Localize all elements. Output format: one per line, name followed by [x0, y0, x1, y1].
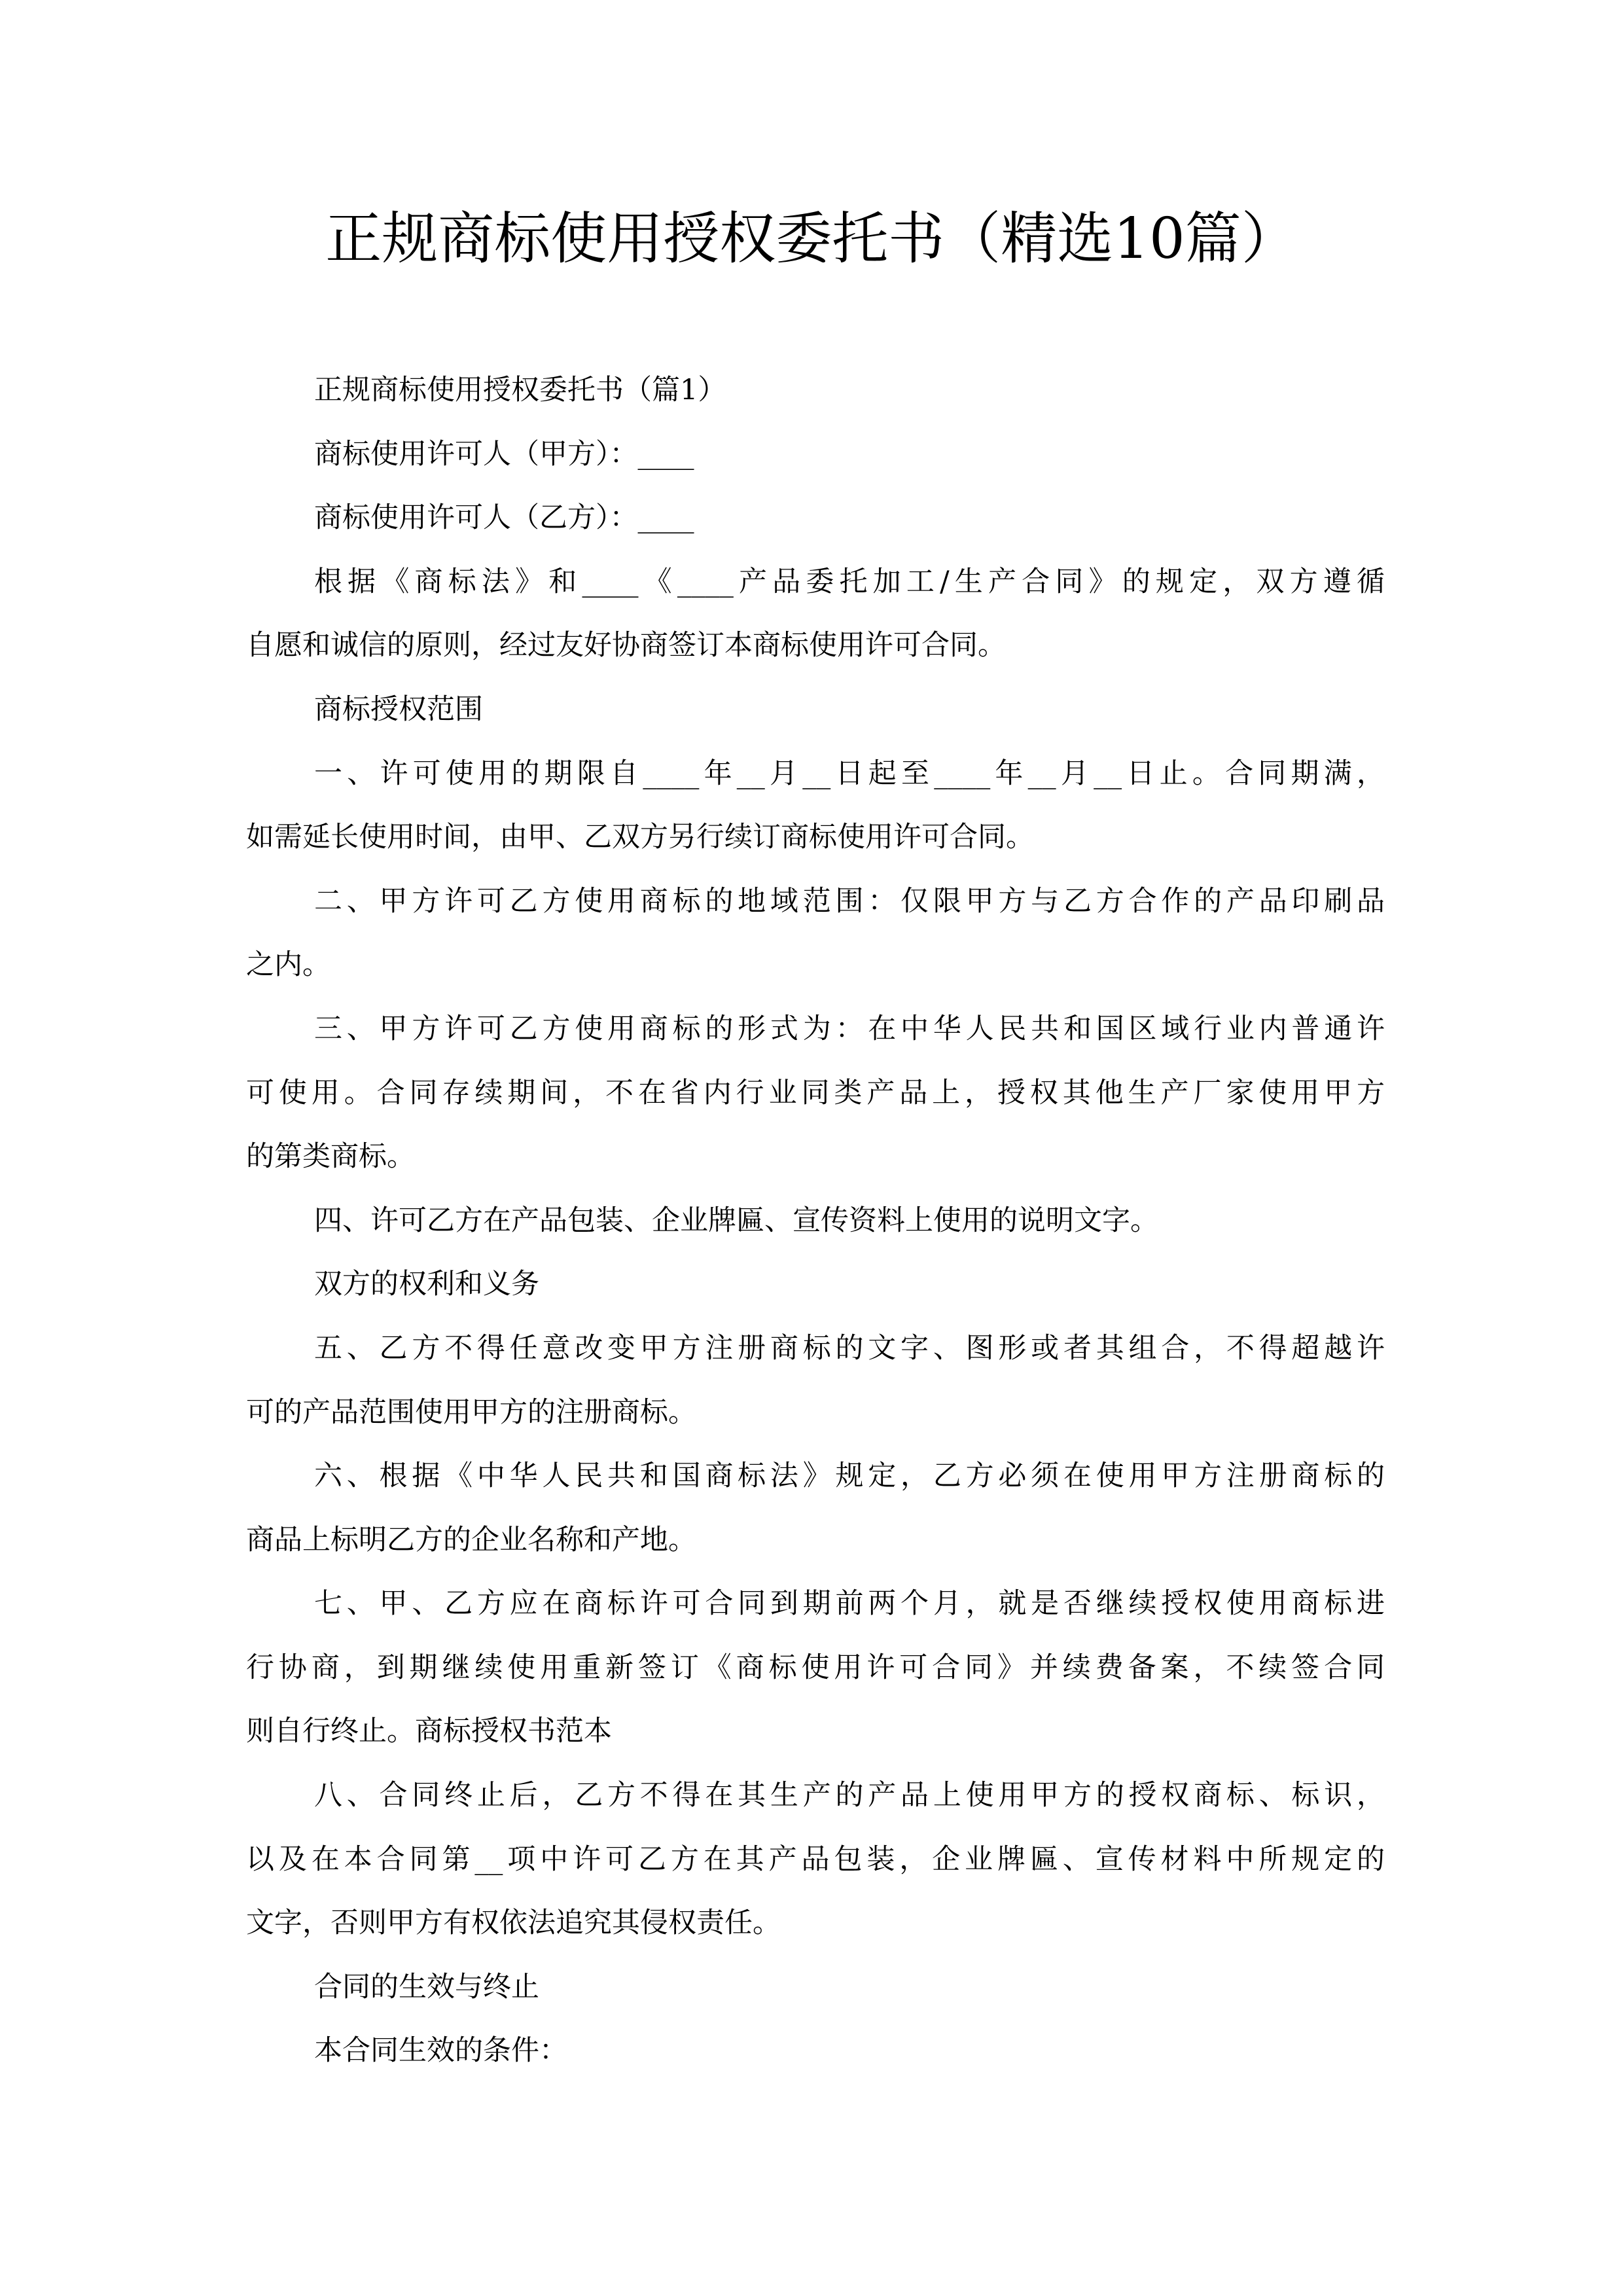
clause-8-line: 以及在本合同第__项中许可乙方在其产品包装，企业牌匾、宣传材料中所规定的: [246, 1842, 1385, 1876]
clause-1-line: 一、许可使用的期限自____年__月__日起至____年__月__日止。合同期满，: [314, 757, 1385, 790]
effective-conditions-line: 本合同生效的条件：: [314, 2034, 567, 2068]
paragraph-line: 根据《商标法》和____《____产品委托加工/生产合同》的规定，双方遵循: [314, 565, 1385, 598]
clause-3-line: 可使用。合同存续期间，不在省内行业同类产品上，授权其他生产厂家使用甲方: [246, 1076, 1385, 1109]
clause-5-line: 五、乙方不得任意改变甲方注册商标的文字、图形或者其组合，不得超越许: [314, 1331, 1385, 1365]
subheading-scope: 商标授权范围: [314, 692, 483, 726]
clause-8-line: 八、合同终止后，乙方不得在其生产的产品上使用甲方的授权商标、标识，: [314, 1779, 1385, 1812]
clause-1-line: 如需延长使用时间，由甲、乙双方另行续订商标使用许可合同。: [246, 821, 1034, 854]
document-body: [246, 359, 1385, 2083]
clause-5-line: 可的产品范围使用甲方的注册商标。: [246, 1395, 696, 1429]
clause-6-line: 六、根据《中华人民共和国商标法》规定，乙方必须在使用甲方注册商标的: [314, 1460, 1385, 1493]
subheading-effect-termination: 合同的生效与终止: [314, 1970, 539, 2003]
clause-4-line: 四、许可乙方在产品包装、企业牌匾、宣传资料上使用的说明文字。: [314, 1204, 1158, 1237]
clause-2-line: 二、甲方许可乙方使用商标的地域范围：仅限甲方与乙方合作的产品印刷品: [314, 884, 1385, 918]
clause-7-line: 七、甲、乙方应在商标许可合同到期前两个月，就是否继续授权使用商标进: [314, 1587, 1385, 1621]
document-title: 正规商标使用授权委托书（精选10篇）: [325, 206, 1298, 272]
clause-6-line: 商品上标明乙方的企业名称和产地。: [246, 1523, 696, 1556]
clause-3-line: 的第类商标。: [246, 1140, 415, 1174]
clause-3-line: 三、甲方许可乙方使用商标的形式为：在中华人民共和国区域行业内普通许: [314, 1012, 1385, 1045]
section-heading: 正规商标使用授权委托书（篇1）: [314, 374, 726, 406]
clause-7-line: 则自行终止。商标授权书范本: [246, 1715, 612, 1748]
licensor-party-a-field: 商标使用许可人（甲方）：____: [314, 437, 694, 471]
licensee-party-b-field: 商标使用许可人（乙方）：____: [314, 501, 694, 535]
clause-2-line: 之内。: [246, 948, 330, 982]
subheading-rights-obligations: 双方的权利和义务: [314, 1268, 539, 1301]
clause-8-line: 文字，否则甲方有权依法追究其侵权责任。: [246, 1907, 781, 1940]
clause-7-line: 行协商，到期继续使用重新签订《商标使用许可合同》并续费备案，不续签合同: [246, 1651, 1385, 1684]
paragraph-line: 自愿和诚信的原则，经过友好协商签订本商标使用许可合同。: [246, 629, 1006, 662]
